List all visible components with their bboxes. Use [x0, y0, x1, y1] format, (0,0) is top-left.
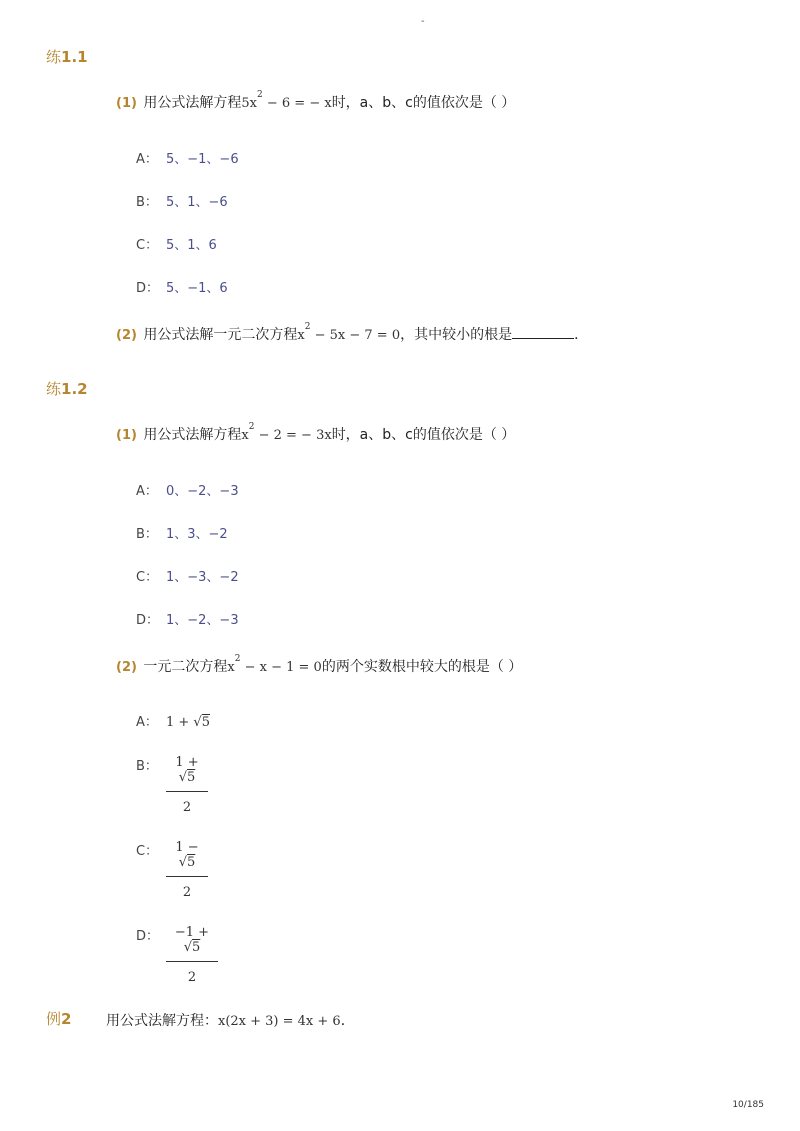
example-2-question — [106, 1010, 355, 1030]
question-number: (2) — [116, 328, 137, 343]
question-1-1-1 — [116, 92, 515, 112]
section-prefix: 例 — [46, 1010, 62, 1028]
question-1-1-2 — [116, 324, 588, 344]
fraction-denominator: 2 — [182, 885, 192, 900]
eq-rest: − x − 1 = 0 — [240, 660, 322, 675]
eq-exponent: 2 — [257, 90, 263, 100]
option-label: A： — [136, 715, 158, 730]
radicand: 5 — [187, 770, 196, 785]
option-label: D： — [136, 613, 160, 628]
question-number: (1) — [116, 428, 137, 443]
equation — [297, 322, 401, 343]
question-text-end: 的两个实数根中较大的根是（ ） — [321, 659, 523, 675]
question-text: 用公式法解一元二次方程 — [143, 327, 298, 343]
option-value: 5、−1、6 — [166, 281, 228, 296]
radicand: 5 — [187, 855, 196, 870]
question-text: 一元二次方程 — [143, 659, 228, 675]
option-b[interactable] — [136, 191, 228, 210]
eq-exponent: 2 — [234, 654, 241, 664]
eq-term: x — [227, 660, 235, 675]
option-value: 5、1、−6 — [166, 195, 228, 210]
eq-exponent: 2 — [304, 322, 311, 332]
question-text-end: 时，a、b、c的值依次是（ ） — [331, 95, 516, 111]
section-prefix: 练 — [46, 380, 62, 398]
option-formula — [166, 715, 210, 730]
option-label: C： — [136, 570, 159, 585]
eq-exponent: 2 — [248, 422, 255, 432]
fraction-denominator: 2 — [182, 800, 192, 815]
option-b[interactable] — [136, 523, 228, 542]
option-a[interactable] — [136, 711, 210, 730]
formula-prefix: 1 − √ — [175, 840, 199, 870]
option-c[interactable] — [136, 566, 239, 585]
question-1-2-1 — [116, 424, 515, 444]
fraction-c — [166, 840, 208, 900]
question-text-mid: ，其中较小的根是 — [400, 327, 513, 343]
option-value: 5、1、6 — [166, 238, 217, 253]
section-number: 2 — [61, 1010, 72, 1028]
option-label: A： — [136, 484, 158, 499]
option-a[interactable] — [136, 148, 239, 167]
eq-rest: − 5x − 7 = 0 — [310, 328, 401, 343]
option-d[interactable] — [136, 609, 239, 628]
radicand: 5 — [201, 715, 210, 730]
question-text-end: ． — [574, 327, 589, 343]
page-marker: - — [421, 16, 425, 27]
question-text: 用公式法解方程： — [106, 1013, 218, 1029]
option-label: C： — [136, 844, 159, 859]
section-heading-1-1 — [46, 46, 88, 67]
option-c[interactable] — [136, 234, 217, 253]
page-number: 10/185 — [732, 1100, 764, 1110]
eq-term: x — [297, 328, 305, 343]
question-number: (1) — [116, 96, 137, 111]
question-1-2-2 — [116, 656, 522, 676]
option-label: D： — [136, 929, 160, 944]
equation — [241, 90, 332, 111]
equation: x(2x + 3) = 4x + 6 — [218, 1014, 341, 1029]
option-value: 1、3、−2 — [166, 527, 228, 542]
equation — [227, 654, 322, 675]
option-label: B： — [136, 527, 158, 542]
section-heading-1-2 — [46, 378, 88, 399]
question-number: (2) — [116, 660, 137, 675]
fraction-b — [166, 755, 208, 815]
question-text: 用公式法解方程 — [143, 95, 242, 111]
option-label: B： — [136, 195, 158, 210]
option-a[interactable] — [136, 480, 239, 499]
option-value: 1、−2、−3 — [166, 613, 239, 628]
fraction-d — [166, 925, 218, 985]
option-d[interactable] — [136, 277, 228, 296]
option-value: 0、−2、−3 — [166, 484, 239, 499]
fraction-numerator — [166, 755, 208, 791]
option-b[interactable] — [136, 755, 166, 774]
fraction-numerator — [166, 840, 208, 876]
fraction-denominator: 2 — [187, 970, 197, 985]
eq-term: 5x — [241, 96, 257, 111]
option-d[interactable] — [136, 925, 166, 944]
option-c[interactable] — [136, 840, 166, 859]
answer-blank[interactable] — [512, 326, 574, 339]
radicand: 5 — [192, 940, 201, 955]
equation — [241, 422, 332, 443]
eq-term: x — [241, 428, 249, 443]
section-prefix: 练 — [46, 48, 62, 66]
eq-rest: − 2 = − 3x — [254, 428, 332, 443]
question-text: 用公式法解方程 — [143, 427, 242, 443]
section-number: 1.2 — [61, 380, 88, 398]
question-text-end: ． — [340, 1013, 355, 1029]
eq-rest: − 6 = − x — [262, 96, 332, 111]
option-label: C： — [136, 238, 159, 253]
fraction-numerator — [166, 925, 218, 961]
question-text-end: 时，a、b、c的值依次是（ ） — [331, 427, 516, 443]
formula-prefix: 1 + √ — [166, 715, 202, 730]
section-number: 1.1 — [61, 48, 88, 66]
option-label: B： — [136, 759, 158, 774]
formula-prefix: 1 + √ — [175, 755, 199, 785]
formula-prefix: −1 + √ — [174, 925, 210, 955]
option-label: D： — [136, 281, 160, 296]
option-label: A： — [136, 152, 158, 167]
section-heading-example-2 — [46, 1008, 71, 1029]
option-value: 1、−3、−2 — [166, 570, 239, 585]
option-value: 5、−1、−6 — [166, 152, 239, 167]
